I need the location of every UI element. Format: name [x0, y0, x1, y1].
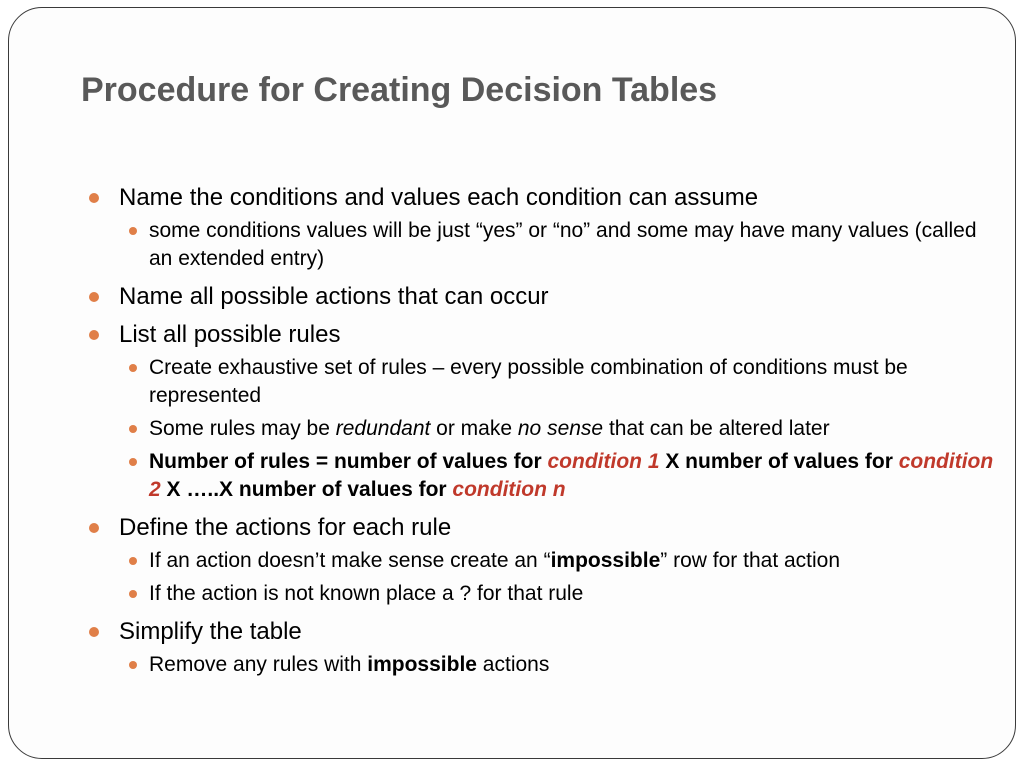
bullet-item: [89, 618, 1001, 646]
sub-bullet-text-part: If an action doesn’t make sense create an “: [149, 549, 551, 572]
bullet-item: [89, 514, 1001, 542]
sub-bullet-list: [89, 547, 1001, 608]
bullet-text: Name all possible actions that can occur: [119, 283, 549, 310]
bullet-dot-icon: [89, 523, 99, 533]
sub-bullet-list: [89, 651, 1001, 679]
sub-bullet-text-part: or make: [430, 417, 518, 440]
emphasis-impossible: impossible: [550, 549, 661, 572]
sub-bullet-dot-icon: [129, 458, 137, 466]
bullet-dot-icon: [89, 292, 99, 302]
bullet-item: [89, 321, 1001, 349]
bullet-text: Define the actions for each rule: [119, 514, 452, 541]
bullet-text: Name the conditions and values each condition can assume: [119, 184, 759, 211]
sub-bullet-item: [89, 217, 1001, 273]
bullet-dot-icon: [89, 193, 99, 203]
highlight-condition-n: condition n: [452, 478, 566, 501]
slide-title: Procedure for Creating Decision Tables: [81, 71, 718, 109]
highlight-condition-1: condition 1: [547, 450, 660, 473]
bullet-item: [89, 283, 1001, 311]
emphasis-impossible: impossible: [367, 653, 477, 676]
sub-bullet-text: If the action is not known place a ? for that rule: [149, 582, 584, 605]
sub-bullet-text: Create exhaustive set of rules – every possible combination of conditions must be represented: [149, 356, 908, 407]
sub-bullet-text-part: Some rules may be: [149, 417, 336, 440]
sub-bullet-dot-icon: [129, 590, 137, 598]
emphasis-no-sense: no sense: [517, 417, 604, 440]
sub-bullet-text: some conditions values will be just “yes” or “no” and some may have many values (called an extended entry): [149, 219, 977, 270]
bullet-text: Simplify the table: [119, 618, 302, 645]
sub-bullet-list: [89, 217, 1001, 273]
slide-body: [89, 184, 1001, 679]
sub-bullet-text-part: X …..X number of values for: [160, 478, 453, 501]
sub-bullet-item: [89, 448, 1001, 504]
sub-bullet-item: [89, 547, 1001, 575]
sub-bullet-dot-icon: [129, 425, 137, 433]
sub-bullet-item: [89, 415, 1001, 443]
sub-bullet-dot-icon: [129, 557, 137, 565]
sub-bullet-dot-icon: [129, 661, 137, 669]
bullet-item: [89, 184, 1001, 212]
sub-bullet-text-part: Remove any rules with: [149, 653, 368, 676]
emphasis-redundant: redundant: [335, 417, 431, 440]
bullet-dot-icon: [89, 330, 99, 340]
sub-bullet-text-part: Number of rules = number of values for: [149, 450, 548, 473]
sub-bullet-dot-icon: [129, 364, 137, 372]
sub-bullet-item: [89, 580, 1001, 608]
bullet-text: List all possible rules: [119, 321, 341, 348]
slide: [8, 7, 1016, 759]
sub-bullet-text-part: actions: [476, 653, 550, 676]
sub-bullet-list: [89, 354, 1001, 504]
highlight-condition-2: condition 2: [149, 450, 994, 501]
sub-bullet-text-part: X number of values for: [659, 450, 899, 473]
sub-bullet-item: [89, 354, 1001, 410]
sub-bullet-dot-icon: [129, 227, 137, 235]
bullet-dot-icon: [89, 627, 99, 637]
sub-bullet-item: [89, 651, 1001, 679]
sub-bullet-text-part: that can be altered later: [603, 417, 830, 440]
sub-bullet-text-part: ” row for that action: [660, 549, 841, 572]
